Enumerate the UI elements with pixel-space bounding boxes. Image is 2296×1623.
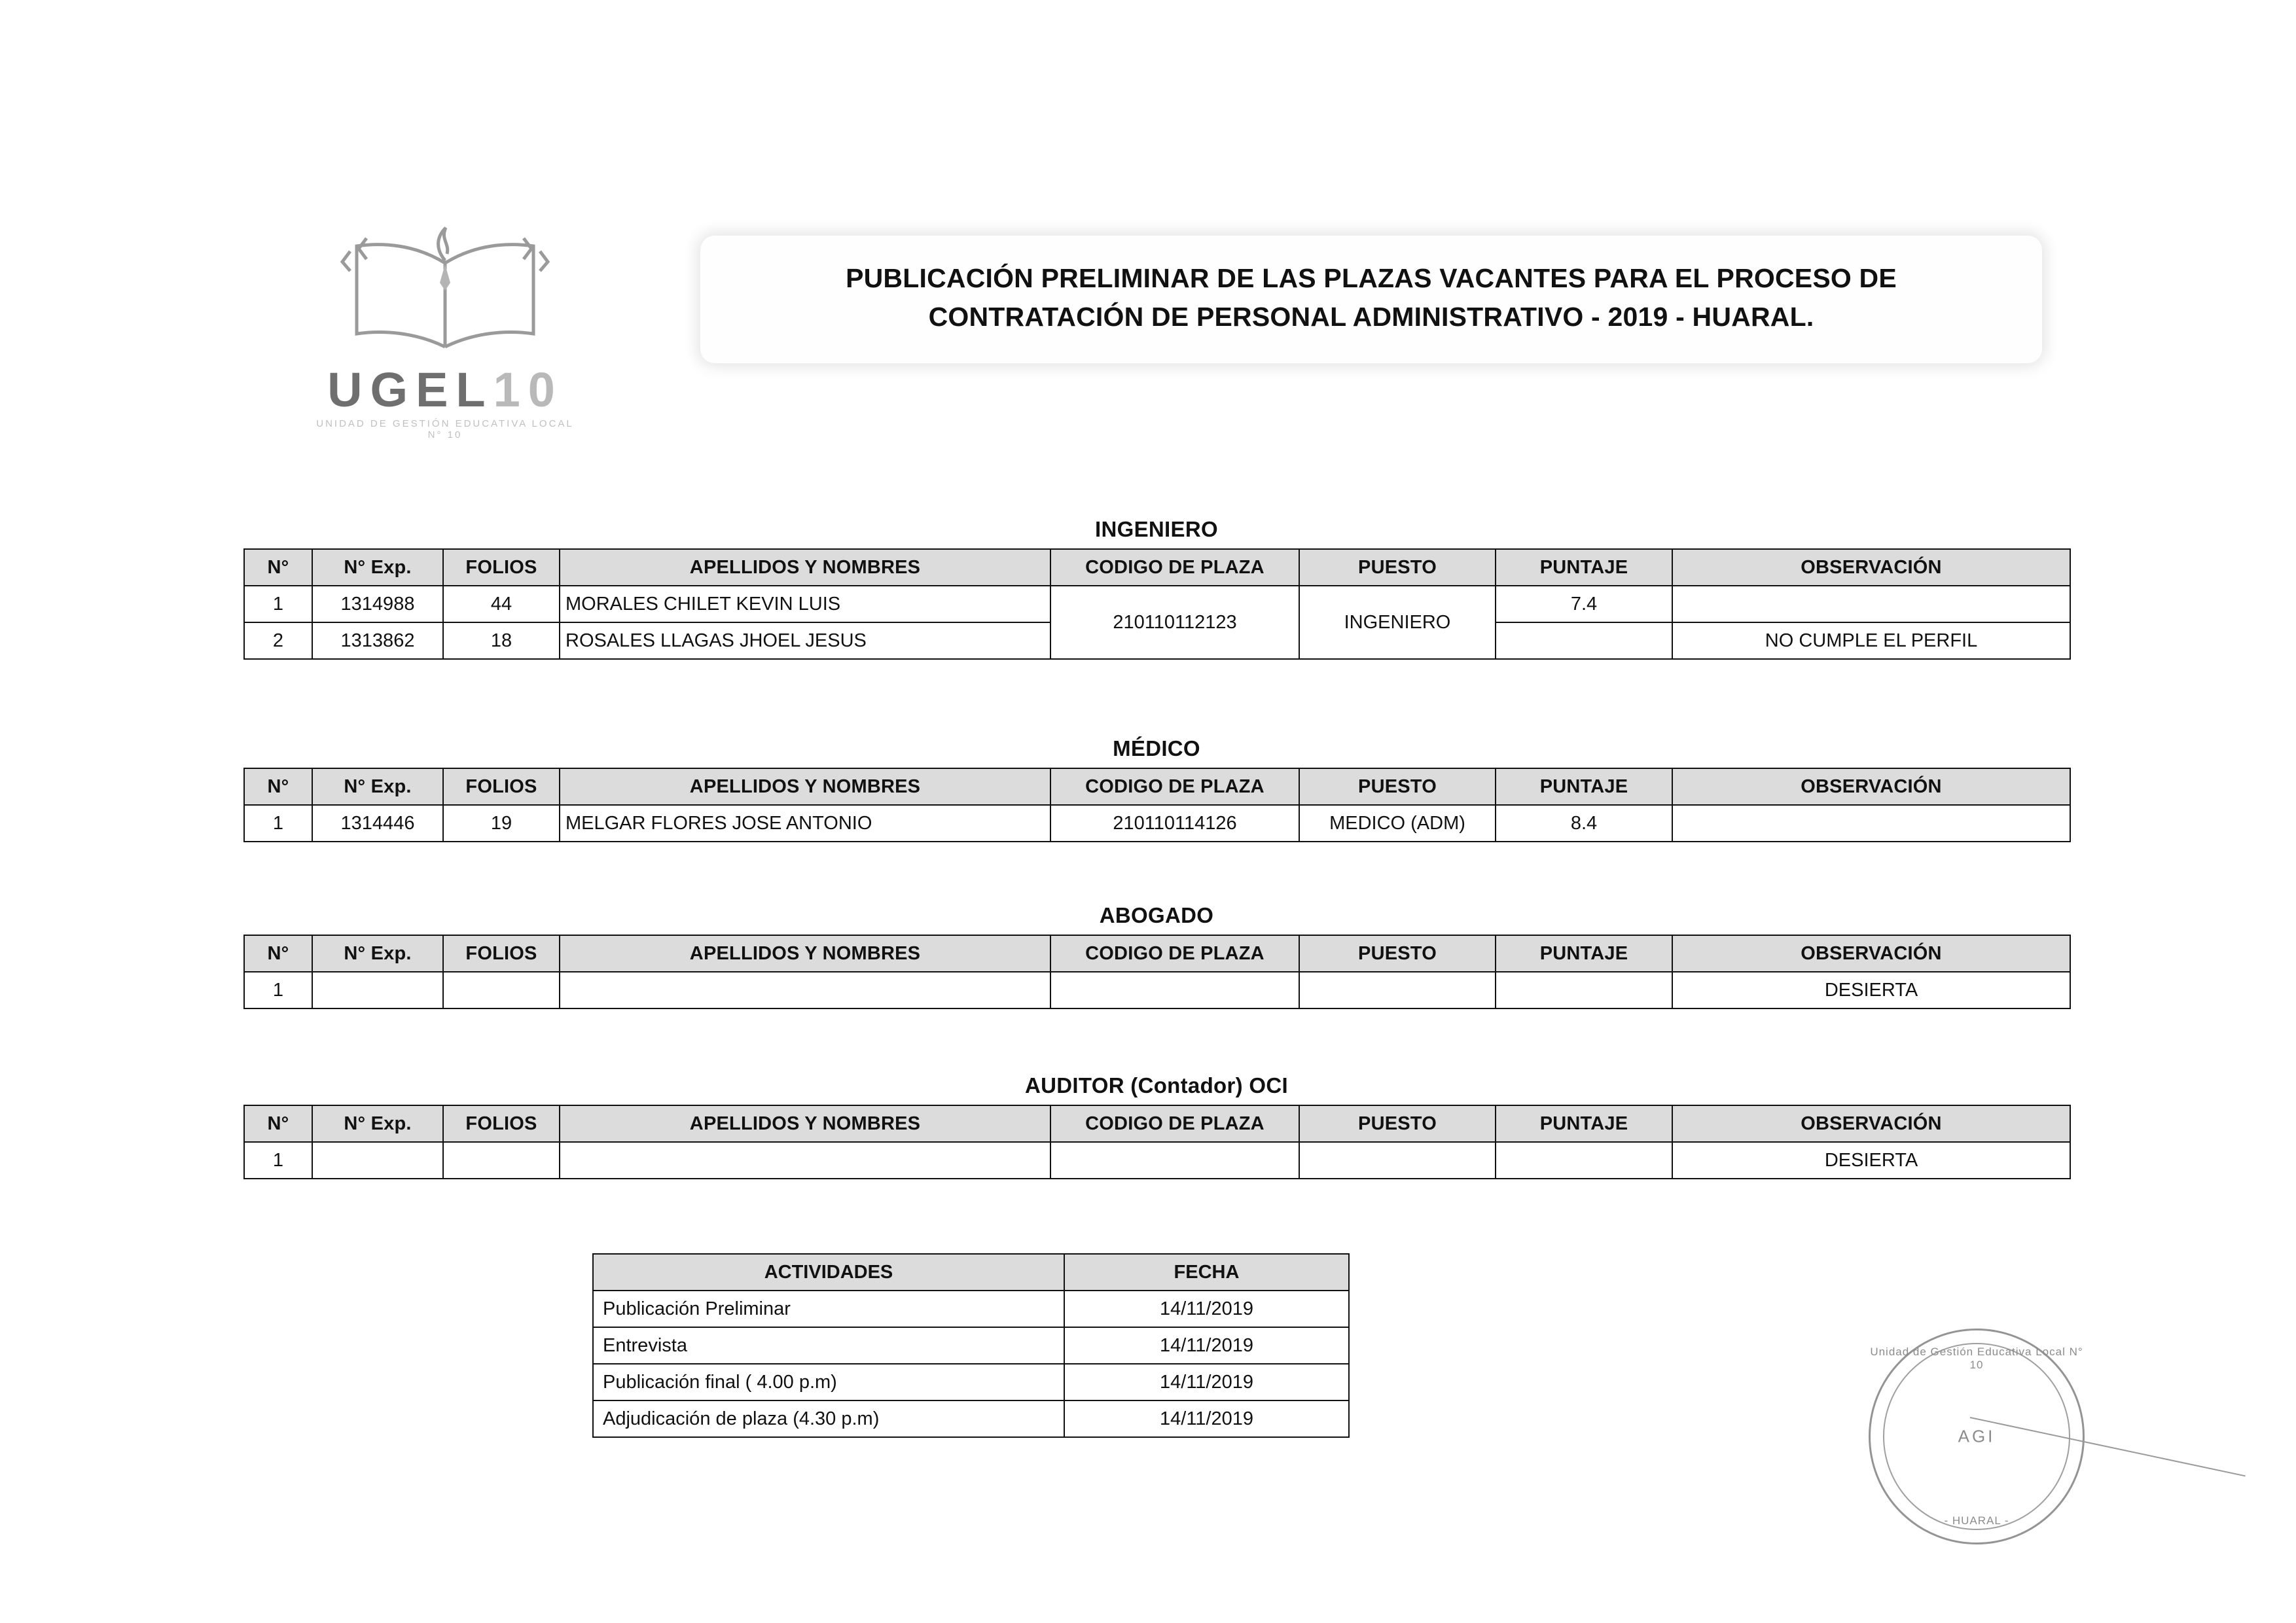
cell-codigo: 210110112123 <box>1050 586 1299 659</box>
col-header-actividades: ACTIVIDADES <box>593 1254 1064 1291</box>
table-row <box>593 1400 1349 1437</box>
col-header-exp: N° Exp. <box>312 1105 443 1142</box>
col-header-puesto: PUESTO <box>1299 1105 1496 1142</box>
page-title-line-2: CONTRATACIÓN DE PERSONAL ADMINISTRATIVO - 2019 - HUARAL. <box>928 302 1814 332</box>
cell-puesto: MEDICO (ADM) <box>1299 805 1496 842</box>
cell-n: 1 <box>244 805 312 842</box>
cell-folios: 19 <box>443 805 560 842</box>
table-header-row <box>244 935 2070 972</box>
page-title-line-1: PUBLICACIÓN PRELIMINAR DE LAS PLAZAS VACANTES PARA EL PROCESO DE <box>846 263 1897 293</box>
cell-actividad: Entrevista <box>593 1327 1064 1364</box>
col-header-puesto: PUESTO <box>1299 549 1496 586</box>
table-header-row <box>593 1254 1349 1291</box>
col-header-fecha: FECHA <box>1064 1254 1349 1291</box>
cell-puntaje <box>1496 1142 1672 1179</box>
table-ingeniero <box>243 548 2071 660</box>
cell-actividad: Publicación Preliminar <box>593 1291 1064 1327</box>
cell-n: 2 <box>244 622 312 659</box>
cell-exp: 1314446 <box>312 805 443 842</box>
title-banner <box>700 236 2042 363</box>
cell-fecha: 14/11/2019 <box>1064 1364 1349 1400</box>
cell-observacion <box>1672 805 2070 842</box>
cell-exp: 1314988 <box>312 586 443 622</box>
col-header-puesto: PUESTO <box>1299 768 1496 805</box>
col-header-n: N° <box>244 1105 312 1142</box>
section-auditor <box>243 1073 2070 1179</box>
cell-n: 1 <box>244 1142 312 1179</box>
col-header-puntaje: PUNTAJE <box>1496 549 1672 586</box>
col-header-folios: FOLIOS <box>443 549 560 586</box>
section-title: AUDITOR (Contador) OCI <box>1025 1073 1288 1097</box>
logo-subtitle: UNIDAD DE GESTIÓN EDUCATIVA LOCAL N° 10 <box>316 418 574 440</box>
table-header-row <box>244 768 2070 805</box>
cell-observacion: NO CUMPLE EL PERFIL <box>1672 622 2070 659</box>
table-auditor <box>243 1105 2071 1179</box>
col-header-n: N° <box>244 768 312 805</box>
table-row <box>244 586 2070 622</box>
seal-top-text: Unidad de Gestión Educativa Local N° 10 <box>1870 1346 2083 1371</box>
cell-puntaje: 8.4 <box>1496 805 1672 842</box>
cell-codigo <box>1050 1142 1299 1179</box>
cell-puesto: INGENIERO <box>1299 586 1496 659</box>
cell-actividad: Publicación final ( 4.00 p.m) <box>593 1364 1064 1400</box>
cell-fecha: 14/11/2019 <box>1064 1291 1349 1327</box>
section-title: INGENIERO <box>1095 517 1218 541</box>
cell-puntaje <box>1496 622 1672 659</box>
cell-puntaje: 7.4 <box>1496 586 1672 622</box>
seal-core-text: AGI <box>1958 1426 1996 1446</box>
col-header-folios: FOLIOS <box>443 1105 560 1142</box>
col-header-codigo: CODIGO DE PLAZA <box>1050 768 1299 805</box>
col-header-exp: N° Exp. <box>312 935 443 972</box>
cell-observacion <box>1672 586 2070 622</box>
table-activities <box>592 1253 1350 1438</box>
table-abogado <box>243 935 2071 1009</box>
document-header <box>0 216 2296 452</box>
logo-number: 10 <box>493 363 563 417</box>
logo-wordmark: UGEL10 <box>327 363 563 417</box>
col-header-exp: N° Exp. <box>312 768 443 805</box>
col-header-observacion: OBSERVACIÓN <box>1672 1105 2070 1142</box>
cell-exp <box>312 972 443 1008</box>
col-header-puntaje: PUNTAJE <box>1496 768 1672 805</box>
col-header-puntaje: PUNTAJE <box>1496 1105 1672 1142</box>
cell-puntaje <box>1496 972 1672 1008</box>
col-header-n: N° <box>244 549 312 586</box>
col-header-observacion: OBSERVACIÓN <box>1672 935 2070 972</box>
cell-folios <box>443 972 560 1008</box>
cell-n: 1 <box>244 972 312 1008</box>
col-header-nombres: APELLIDOS Y NOMBRES <box>560 1105 1050 1142</box>
activities-schedule <box>592 1253 1348 1438</box>
cell-folios: 44 <box>443 586 560 622</box>
seal-text-block <box>1869 1329 2085 1544</box>
official-seal-stamp <box>1869 1329 2085 1544</box>
cell-folios <box>443 1142 560 1179</box>
col-header-observacion: OBSERVACIÓN <box>1672 549 2070 586</box>
col-header-n: N° <box>244 935 312 972</box>
cell-codigo: 210110114126 <box>1050 805 1299 842</box>
cell-nombres: ROSALES LLAGAS JHOEL JESUS <box>560 622 1050 659</box>
cell-exp <box>312 1142 443 1179</box>
section-title: MÉDICO <box>1113 736 1200 760</box>
table-medico <box>243 768 2071 842</box>
cell-n: 1 <box>244 586 312 622</box>
col-header-nombres: APELLIDOS Y NOMBRES <box>560 768 1050 805</box>
table-row <box>244 805 2070 842</box>
col-header-codigo: CODIGO DE PLAZA <box>1050 1105 1299 1142</box>
table-row <box>593 1327 1349 1364</box>
table-row <box>593 1291 1349 1327</box>
cell-actividad: Adjudicación de plaza (4.30 p.m) <box>593 1400 1064 1437</box>
col-header-nombres: APELLIDOS Y NOMBRES <box>560 935 1050 972</box>
section-title: ABOGADO <box>1099 903 1214 927</box>
col-header-exp: N° Exp. <box>312 549 443 586</box>
table-row <box>244 1142 2070 1179</box>
col-header-puntaje: PUNTAJE <box>1496 935 1672 972</box>
cell-nombres <box>560 972 1050 1008</box>
cell-codigo <box>1050 972 1299 1008</box>
cell-puesto <box>1299 972 1496 1008</box>
col-header-codigo: CODIGO DE PLAZA <box>1050 549 1299 586</box>
cell-folios: 18 <box>443 622 560 659</box>
cell-nombres: MELGAR FLORES JOSE ANTONIO <box>560 805 1050 842</box>
section-abogado <box>243 903 2070 1009</box>
table-row <box>593 1364 1349 1400</box>
cell-fecha: 14/11/2019 <box>1064 1400 1349 1437</box>
table-header-row <box>244 1105 2070 1142</box>
table-header-row <box>244 549 2070 586</box>
table-row <box>244 972 2070 1008</box>
cell-fecha: 14/11/2019 <box>1064 1327 1349 1364</box>
col-header-observacion: OBSERVACIÓN <box>1672 768 2070 805</box>
section-ingeniero <box>243 517 2070 660</box>
open-book-icon <box>337 223 553 363</box>
cell-nombres <box>560 1142 1050 1179</box>
col-header-folios: FOLIOS <box>443 935 560 972</box>
col-header-nombres: APELLIDOS Y NOMBRES <box>560 549 1050 586</box>
ugel-logo <box>308 223 583 440</box>
section-medico <box>243 736 2070 842</box>
col-header-codigo: CODIGO DE PLAZA <box>1050 935 1299 972</box>
col-header-folios: FOLIOS <box>443 768 560 805</box>
cell-observacion: DESIERTA <box>1672 972 2070 1008</box>
cell-nombres: MORALES CHILET KEVIN LUIS <box>560 586 1050 622</box>
col-header-puesto: PUESTO <box>1299 935 1496 972</box>
cell-observacion: DESIERTA <box>1672 1142 2070 1179</box>
cell-puesto <box>1299 1142 1496 1179</box>
seal-bottom-text: - HUARAL - <box>1944 1514 2009 1527</box>
cell-exp: 1313862 <box>312 622 443 659</box>
